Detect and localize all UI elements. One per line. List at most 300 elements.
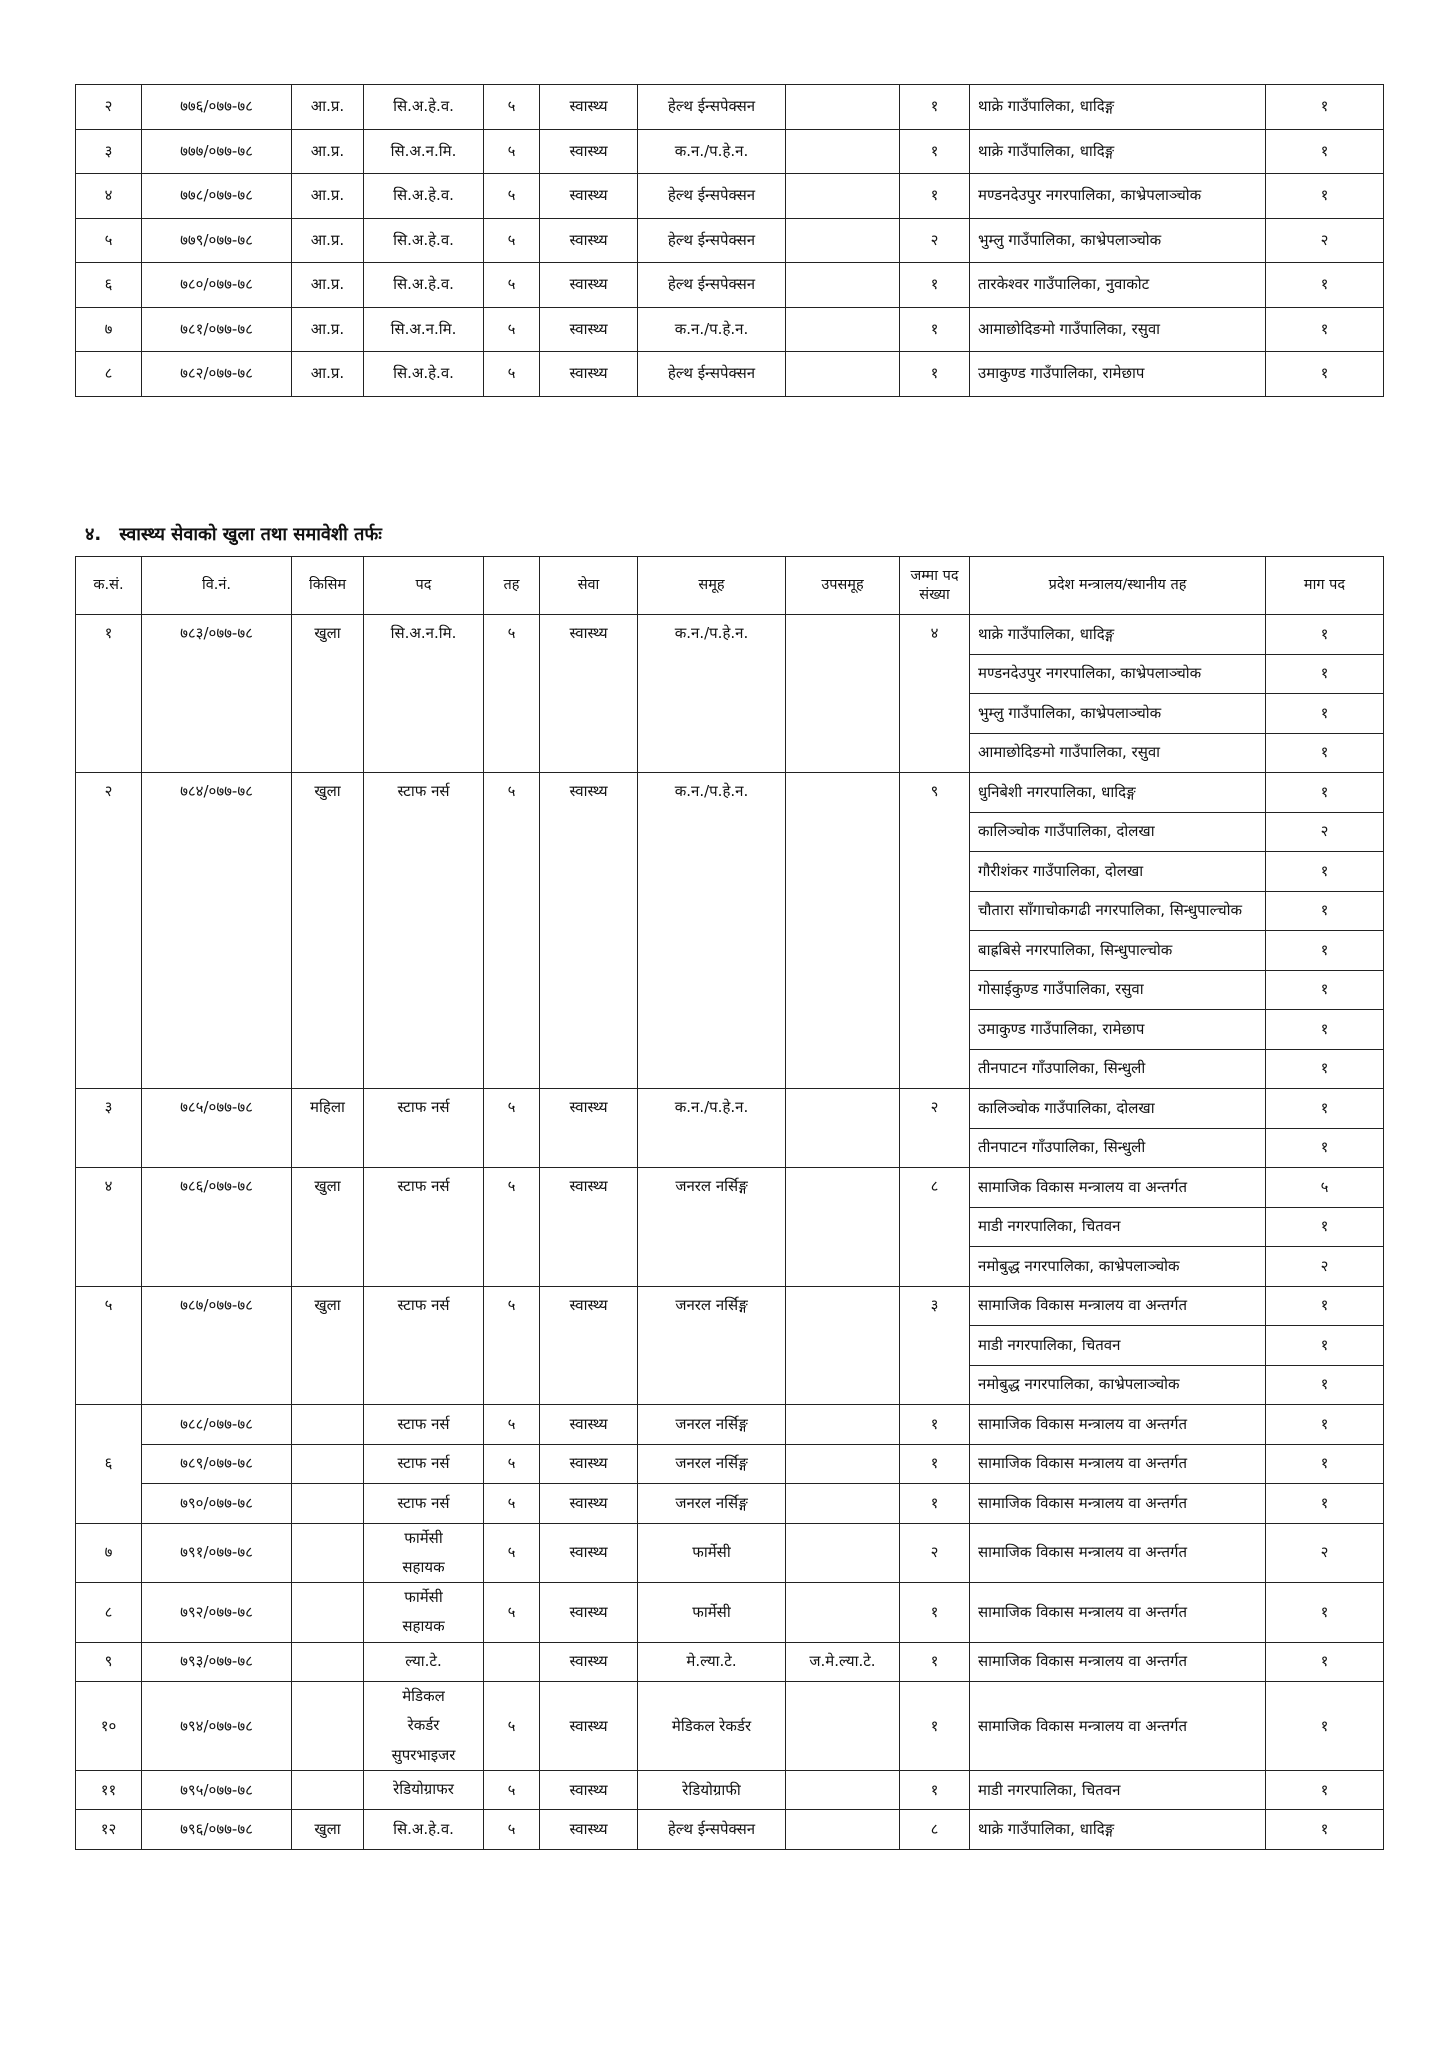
cell-pad [364, 1770, 484, 1810]
cell-ks: ४ [76, 1168, 142, 1287]
cell-vn: ७९१/०७७-७८ [142, 1523, 292, 1583]
cell-samuh: जनरल नर्सिङ्ग [638, 1168, 786, 1287]
cell-office: तारकेश्वर गाउँपालिका, नुवाकोट [970, 263, 1266, 308]
header-ks: क.सं. [76, 557, 142, 615]
cell-maag: २ [1266, 218, 1384, 263]
cell-maag: १ [1266, 1484, 1384, 1524]
cell-office: सामाजिक विकास मन्त्रालय वा अन्तर्गत [970, 1523, 1266, 1583]
cell-office: धुनिबेशी नगरपालिका, धादिङ्ग [970, 773, 1266, 813]
cell-upsamuh [786, 1444, 900, 1484]
cell-jamma: २ [900, 1089, 970, 1168]
header-tah: तह [484, 557, 540, 615]
cell-pad: सि.अ.हे.व. [364, 263, 484, 308]
table-row [76, 1484, 1384, 1524]
cell-maag: १ [1266, 174, 1384, 219]
cell-tah: ५ [484, 1484, 540, 1524]
pad-line: रेकर्डर [407, 1716, 440, 1735]
table-health-service [75, 556, 1384, 1850]
cell-sewa: स्वास्थ्य [540, 1405, 638, 1445]
pad-line: मेडिकल [402, 1687, 445, 1705]
cell-maag: १ [1266, 1128, 1384, 1168]
table-previous-section [75, 84, 1384, 397]
cell-pad: सि.अ.न.मि. [364, 615, 484, 773]
cell-jamma: ८ [900, 1810, 970, 1850]
cell-office: बाह्रबिसे नगरपालिका, सिन्धुपाल्चोक [970, 931, 1266, 971]
cell-ks: १२ [76, 1810, 142, 1850]
cell-vn: ७७८/०७७-७८ [142, 174, 292, 219]
cell-pad [364, 1523, 484, 1583]
cell-maag: १ [1266, 654, 1384, 694]
cell-office: माडी नगरपालिका, चितवन [970, 1207, 1266, 1247]
cell-vn: ७९५/०७७-७८ [142, 1770, 292, 1810]
cell-vn: ७७६/०७७-७८ [142, 85, 292, 130]
cell-samuh: हेल्थ ईन्सपेक्सन [638, 85, 786, 130]
cell-kisim [292, 1583, 364, 1643]
header-upsamuh: उपसमूह [786, 557, 900, 615]
cell-office: भुम्लु गाउँपालिका, काभ्रेपलाञ्चोक [970, 218, 1266, 263]
cell-tah: ५ [484, 1089, 540, 1168]
cell-maag: १ [1266, 307, 1384, 352]
cell-sewa: स्वास्थ्य [540, 1444, 638, 1484]
cell-pad: सि.अ.हे.व. [364, 218, 484, 263]
cell-upsamuh [786, 1523, 900, 1583]
cell-ks: ८ [76, 352, 142, 397]
cell-tah: ५ [484, 1682, 540, 1771]
cell-kisim: आ.प्र. [292, 85, 364, 130]
cell-sewa: स्वास्थ्य [540, 1523, 638, 1583]
header-jamma [900, 557, 970, 615]
cell-upsamuh [786, 174, 900, 219]
table-row [76, 352, 1384, 397]
cell-kisim [292, 1770, 364, 1810]
cell-samuh: जनरल नर्सिङ्ग [638, 1444, 786, 1484]
cell-sewa: स्वास्थ्य [540, 1286, 638, 1405]
cell-pad: सि.अ.हे.व. [364, 174, 484, 219]
pad-line: फार्मेसी [404, 1528, 443, 1547]
cell-tah: ५ [484, 1405, 540, 1445]
cell-sewa: स्वास्थ्य [540, 85, 638, 130]
cell-sewa: स्वास्थ्य [540, 615, 638, 773]
table-row [76, 263, 1384, 308]
cell-office: सामाजिक विकास मन्त्रालय वा अन्तर्गत [970, 1682, 1266, 1771]
cell-maag: १ [1266, 1770, 1384, 1810]
cell-samuh: हेल्थ ईन्सपेक्सन [638, 174, 786, 219]
cell-office: सामाजिक विकास मन्त्रालय वा अन्तर्गत [970, 1642, 1266, 1682]
cell-jamma: १ [900, 352, 970, 397]
cell-kisim: आ.प्र. [292, 218, 364, 263]
cell-office: कालिञ्चोक गाउँपालिका, दोलखा [970, 1089, 1266, 1129]
cell-pad: स्टाफ नर्स [364, 1444, 484, 1484]
cell-office: गोसाईकुण्ड गाउँपालिका, रसुवा [970, 970, 1266, 1010]
cell-upsamuh [786, 1583, 900, 1643]
cell-jamma: १ [900, 307, 970, 352]
cell-kisim: खुला [292, 1810, 364, 1850]
cell-kisim: आ.प्र. [292, 263, 364, 308]
cell-office: थाक्रे गाउँपालिका, धादिङ्ग [970, 1810, 1266, 1850]
cell-jamma: १ [900, 263, 970, 308]
cell-maag: १ [1266, 352, 1384, 397]
cell-jamma: १ [900, 1405, 970, 1445]
cell-office: कालिञ्चोक गाउँपालिका, दोलखा [970, 812, 1266, 852]
cell-ks: ३ [76, 129, 142, 174]
cell-kisim: खुला [292, 615, 364, 773]
cell-samuh: हेल्थ ईन्सपेक्सन [638, 263, 786, 308]
cell-vn: ७८०/०७७-७८ [142, 263, 292, 308]
cell-maag: १ [1266, 1583, 1384, 1643]
cell-maag: २ [1266, 1523, 1384, 1583]
cell-maag: १ [1266, 1010, 1384, 1050]
cell-vn: ७९३/०७७-७८ [142, 1642, 292, 1682]
cell-pad [364, 1810, 484, 1850]
pad-line: ल्या.टे. [405, 1652, 442, 1671]
cell-sewa: स्वास्थ्य [540, 1168, 638, 1287]
cell-maag: १ [1266, 733, 1384, 773]
pad-line: सुपरभाइजर [391, 1745, 456, 1764]
cell-vn: ७८१/०७७-७८ [142, 307, 292, 352]
cell-samuh: क.न./प.हे.न. [638, 615, 786, 773]
cell-office: नमोबुद्ध नगरपालिका, काभ्रेपलाञ्चोक [970, 1365, 1266, 1405]
cell-samuh: जनरल नर्सिङ्ग [638, 1484, 786, 1524]
cell-jamma: २ [900, 1523, 970, 1583]
cell-office: तीनपाटन गाँउपालिका, सिन्धुली [970, 1049, 1266, 1089]
cell-office: सामाजिक विकास मन्त्रालय वा अन्तर्गत [970, 1405, 1266, 1445]
cell-tah: ५ [484, 129, 540, 174]
cell-upsamuh [786, 615, 900, 773]
cell-pad: सि.अ.हे.व. [364, 352, 484, 397]
cell-samuh: मे.ल्या.टे. [638, 1642, 786, 1682]
cell-pad: स्टाफ नर्स [364, 773, 484, 1089]
cell-tah: ५ [484, 1523, 540, 1583]
cell-samuh: हेल्थ ईन्सपेक्सन [638, 1810, 786, 1850]
cell-kisim: आ.प्र. [292, 352, 364, 397]
pad-line: सि.अ.हे.व. [393, 1819, 454, 1838]
cell-kisim [292, 1523, 364, 1583]
cell-samuh: क.न./प.हे.न. [638, 773, 786, 1089]
cell-sewa: स्वास्थ्य [540, 1810, 638, 1850]
cell-maag: १ [1266, 1286, 1384, 1326]
cell-jamma: १ [900, 1642, 970, 1682]
table-row [76, 1405, 1384, 1445]
header-kisim: किसिम [292, 557, 364, 615]
cell-tah: ५ [484, 218, 540, 263]
table-row [76, 1682, 1384, 1771]
cell-maag: १ [1266, 129, 1384, 174]
cell-jamma: १ [900, 1770, 970, 1810]
table-row [76, 1523, 1384, 1583]
cell-pad: स्टाफ नर्स [364, 1286, 484, 1405]
cell-office: आमाछोदिङमो गाउँपालिका, रसुवा [970, 733, 1266, 773]
cell-pad: सि.अ.न.मि. [364, 129, 484, 174]
cell-maag: १ [1266, 1365, 1384, 1405]
cell-tah: ५ [484, 1583, 540, 1643]
cell-maag: १ [1266, 1444, 1384, 1484]
cell-ks: ५ [76, 1286, 142, 1405]
cell-sewa: स्वास्थ्य [540, 1682, 638, 1771]
cell-office: सामाजिक विकास मन्त्रालय वा अन्तर्गत [970, 1286, 1266, 1326]
cell-tah: ५ [484, 263, 540, 308]
cell-upsamuh [786, 307, 900, 352]
cell-office: माडी नगरपालिका, चितवन [970, 1326, 1266, 1366]
cell-upsamuh [786, 1405, 900, 1445]
header-jamma-line2: संख्या [919, 586, 950, 603]
cell-samuh: क.न./प.हे.न. [638, 307, 786, 352]
cell-vn: ७७९/०७७-७८ [142, 218, 292, 263]
cell-vn: ७७७/०७७-७८ [142, 129, 292, 174]
cell-office: थाक्रे गाउँपालिका, धादिङ्ग [970, 615, 1266, 655]
cell-ks: ५ [76, 218, 142, 263]
cell-vn: ७८२/०७७-७८ [142, 352, 292, 397]
cell-jamma: ८ [900, 1168, 970, 1287]
cell-upsamuh [786, 1682, 900, 1771]
cell-tah: ५ [484, 1286, 540, 1405]
cell-pad [364, 1682, 484, 1771]
cell-ks: १ [76, 615, 142, 773]
cell-tah: ५ [484, 85, 540, 130]
cell-vn: ७८९/०७७-७८ [142, 1444, 292, 1484]
cell-vn: ७९०/०७७-७८ [142, 1484, 292, 1524]
cell-maag: २ [1266, 812, 1384, 852]
cell-samuh: जनरल नर्सिङ्ग [638, 1405, 786, 1445]
cell-maag: १ [1266, 615, 1384, 655]
cell-tah: ५ [484, 1168, 540, 1287]
cell-maag: १ [1266, 852, 1384, 892]
header-office: प्रदेश मन्त्रालय/स्थानीय तह [970, 557, 1266, 615]
cell-maag: १ [1266, 1089, 1384, 1129]
cell-tah: ५ [484, 352, 540, 397]
cell-sewa: स्वास्थ्य [540, 307, 638, 352]
section-number: ४. [85, 524, 102, 545]
cell-maag: १ [1266, 1642, 1384, 1682]
cell-kisim: खुला [292, 1286, 364, 1405]
header-pad: पद [364, 557, 484, 615]
table-header-row [76, 557, 1384, 615]
cell-tah: ५ [484, 307, 540, 352]
cell-ks: ७ [76, 307, 142, 352]
table-row [76, 1810, 1384, 1850]
cell-samuh: रेडियोग्राफी [638, 1770, 786, 1810]
cell-ks: २ [76, 773, 142, 1089]
cell-samuh: क.न./प.हे.न. [638, 1089, 786, 1168]
cell-upsamuh [786, 85, 900, 130]
cell-sewa: स्वास्थ्य [540, 773, 638, 1089]
cell-office: मण्डनदेउपुर नगरपालिका, काभ्रेपलाञ्चोक [970, 654, 1266, 694]
cell-kisim: आ.प्र. [292, 307, 364, 352]
cell-vn: ७८६/०७७-७८ [142, 1168, 292, 1287]
cell-upsamuh [786, 1810, 900, 1850]
cell-office: गौरीशंकर गाउँपालिका, दोलखा [970, 852, 1266, 892]
cell-vn: ७९४/०७७-७८ [142, 1682, 292, 1771]
cell-sewa: स्वास्थ्य [540, 174, 638, 219]
cell-ks: ११ [76, 1770, 142, 1810]
cell-jamma: १ [900, 85, 970, 130]
cell-office: थाक्रे गाउँपालिका, धादिङ्ग [970, 85, 1266, 130]
header-maag: माग पद [1266, 557, 1384, 615]
cell-maag: १ [1266, 1405, 1384, 1445]
cell-samuh: मेडिकल रेकर्डर [638, 1682, 786, 1771]
cell-maag: १ [1266, 1326, 1384, 1366]
cell-office: उमाकुण्ड गाउँपालिका, रामेछाप [970, 352, 1266, 397]
cell-office: आमाछोदिङमो गाउँपालिका, रसुवा [970, 307, 1266, 352]
cell-office: थाक्रे गाउँपालिका, धादिङ्ग [970, 129, 1266, 174]
cell-office: सामाजिक विकास मन्त्रालय वा अन्तर्गत [970, 1484, 1266, 1524]
cell-pad: स्टाफ नर्स [364, 1405, 484, 1445]
cell-tah: ५ [484, 1770, 540, 1810]
cell-samuh: फार्मेसी [638, 1583, 786, 1643]
cell-pad: सि.अ.न.मि. [364, 307, 484, 352]
cell-upsamuh [786, 1770, 900, 1810]
table-row [76, 85, 1384, 130]
cell-office: चौतारा साँगाचोकगढी नगरपालिका, सिन्धुपाल्चोक [970, 891, 1266, 931]
cell-tah: ५ [484, 615, 540, 773]
cell-jamma: १ [900, 1484, 970, 1524]
cell-kisim: महिला [292, 1089, 364, 1168]
header-samuh: समूह [638, 557, 786, 615]
cell-maag: ५ [1266, 1168, 1384, 1208]
cell-pad: स्टाफ नर्स [364, 1089, 484, 1168]
cell-upsamuh [786, 1286, 900, 1405]
cell-office: भुम्लु गाउँपालिका, काभ्रेपलाञ्चोक [970, 694, 1266, 734]
cell-upsamuh [786, 218, 900, 263]
cell-pad: स्टाफ नर्स [364, 1168, 484, 1287]
section-heading [85, 522, 382, 546]
cell-maag: १ [1266, 931, 1384, 971]
cell-tah: ५ [484, 174, 540, 219]
cell-maag: १ [1266, 1810, 1384, 1850]
cell-sewa: स्वास्थ्य [540, 129, 638, 174]
cell-samuh: हेल्थ ईन्सपेक्सन [638, 352, 786, 397]
cell-office: सामाजिक विकास मन्त्रालय वा अन्तर्गत [970, 1583, 1266, 1643]
cell-sewa: स्वास्थ्य [540, 1583, 638, 1643]
cell-sewa: स्वास्थ्य [540, 352, 638, 397]
table-row [76, 1770, 1384, 1810]
table-row [76, 174, 1384, 219]
cell-vn: ७९२/०७७-७८ [142, 1583, 292, 1643]
cell-office: माडी नगरपालिका, चितवन [970, 1770, 1266, 1810]
cell-maag: १ [1266, 85, 1384, 130]
table-row [76, 1642, 1384, 1682]
cell-vn: ७९६/०७७-७८ [142, 1810, 292, 1850]
cell-jamma: ३ [900, 1286, 970, 1405]
table-row [76, 1583, 1384, 1643]
cell-pad: स्टाफ नर्स [364, 1484, 484, 1524]
pad-line: सहायक [402, 1617, 445, 1636]
cell-upsamuh [786, 352, 900, 397]
pad-line: रेडियोग्राफर [393, 1780, 454, 1799]
cell-vn: ७८३/०७७-७८ [142, 615, 292, 773]
table-row [76, 129, 1384, 174]
header-vn: वि.नं. [142, 557, 292, 615]
cell-ks: ४ [76, 174, 142, 219]
cell-kisim: खुला [292, 1168, 364, 1287]
cell-pad: सि.अ.हे.व. [364, 85, 484, 130]
cell-kisim: आ.प्र. [292, 129, 364, 174]
cell-ks: ६ [76, 1405, 142, 1524]
cell-kisim [292, 1444, 364, 1484]
cell-ks: ८ [76, 1583, 142, 1643]
cell-office: उमाकुण्ड गाउँपालिका, रामेछाप [970, 1010, 1266, 1050]
cell-office: सामाजिक विकास मन्त्रालय वा अन्तर्गत [970, 1168, 1266, 1208]
table-row [76, 218, 1384, 263]
cell-samuh: जनरल नर्सिङ्ग [638, 1286, 786, 1405]
cell-jamma: १ [900, 174, 970, 219]
cell-upsamuh: ज.मे.ल्या.टे. [786, 1642, 900, 1682]
table-row [76, 1444, 1384, 1484]
cell-pad [364, 1583, 484, 1643]
section-title: स्वास्थ्य सेवाको खुला तथा समावेशी तर्फः [119, 524, 382, 545]
cell-kisim [292, 1642, 364, 1682]
cell-sewa: स्वास्थ्य [540, 1089, 638, 1168]
cell-samuh: फार्मेसी [638, 1523, 786, 1583]
cell-upsamuh [786, 129, 900, 174]
cell-office: नमोबुद्ध नगरपालिका, काभ्रेपलाञ्चोक [970, 1247, 1266, 1287]
cell-jamma: ९ [900, 773, 970, 1089]
table-row [76, 615, 1384, 655]
cell-tah [484, 1642, 540, 1682]
pad-line: फार्मेसी [404, 1588, 443, 1606]
cell-sewa: स्वास्थ्य [540, 1770, 638, 1810]
cell-tah: ५ [484, 773, 540, 1089]
cell-ks: ६ [76, 263, 142, 308]
cell-ks: ७ [76, 1523, 142, 1583]
cell-maag: १ [1266, 1682, 1384, 1771]
cell-upsamuh [786, 263, 900, 308]
cell-ks: २ [76, 85, 142, 130]
cell-upsamuh [786, 1089, 900, 1168]
cell-jamma: १ [900, 1583, 970, 1643]
cell-kisim [292, 1682, 364, 1771]
cell-ks: ३ [76, 1089, 142, 1168]
table-row [76, 1286, 1384, 1326]
cell-office: सामाजिक विकास मन्त्रालय वा अन्तर्गत [970, 1444, 1266, 1484]
cell-samuh: हेल्थ ईन्सपेक्सन [638, 218, 786, 263]
cell-jamma: १ [900, 129, 970, 174]
header-jamma-line1: जम्मा पद [910, 568, 959, 585]
cell-tah: ५ [484, 1810, 540, 1850]
cell-vn: ७८८/०७७-७८ [142, 1405, 292, 1445]
pad-line: सहायक [402, 1557, 445, 1576]
cell-maag: १ [1266, 1049, 1384, 1089]
cell-office: मण्डनदेउपुर नगरपालिका, काभ्रेपलाञ्चोक [970, 174, 1266, 219]
cell-vn: ७८७/०७७-७८ [142, 1286, 292, 1405]
cell-maag: १ [1266, 694, 1384, 734]
cell-sewa: स्वास्थ्य [540, 263, 638, 308]
cell-kisim: खुला [292, 773, 364, 1089]
cell-vn: ७८५/०७७-७८ [142, 1089, 292, 1168]
cell-sewa: स्वास्थ्य [540, 1642, 638, 1682]
cell-sewa: स्वास्थ्य [540, 1484, 638, 1524]
cell-maag: १ [1266, 1207, 1384, 1247]
cell-ks: ९ [76, 1642, 142, 1682]
cell-jamma: १ [900, 1444, 970, 1484]
cell-vn: ७८४/०७७-७८ [142, 773, 292, 1089]
cell-jamma: ४ [900, 615, 970, 773]
cell-pad [364, 1642, 484, 1682]
cell-tah: ५ [484, 1444, 540, 1484]
cell-samuh: क.न./प.हे.न. [638, 129, 786, 174]
cell-jamma: २ [900, 218, 970, 263]
cell-maag: १ [1266, 773, 1384, 813]
table-row [76, 307, 1384, 352]
cell-upsamuh [786, 1168, 900, 1287]
cell-maag: १ [1266, 891, 1384, 931]
cell-maag: १ [1266, 970, 1384, 1010]
header-sewa: सेवा [540, 557, 638, 615]
table-row [76, 773, 1384, 813]
cell-kisim: आ.प्र. [292, 174, 364, 219]
cell-ks: १० [76, 1682, 142, 1771]
cell-kisim [292, 1484, 364, 1524]
cell-jamma: १ [900, 1682, 970, 1771]
